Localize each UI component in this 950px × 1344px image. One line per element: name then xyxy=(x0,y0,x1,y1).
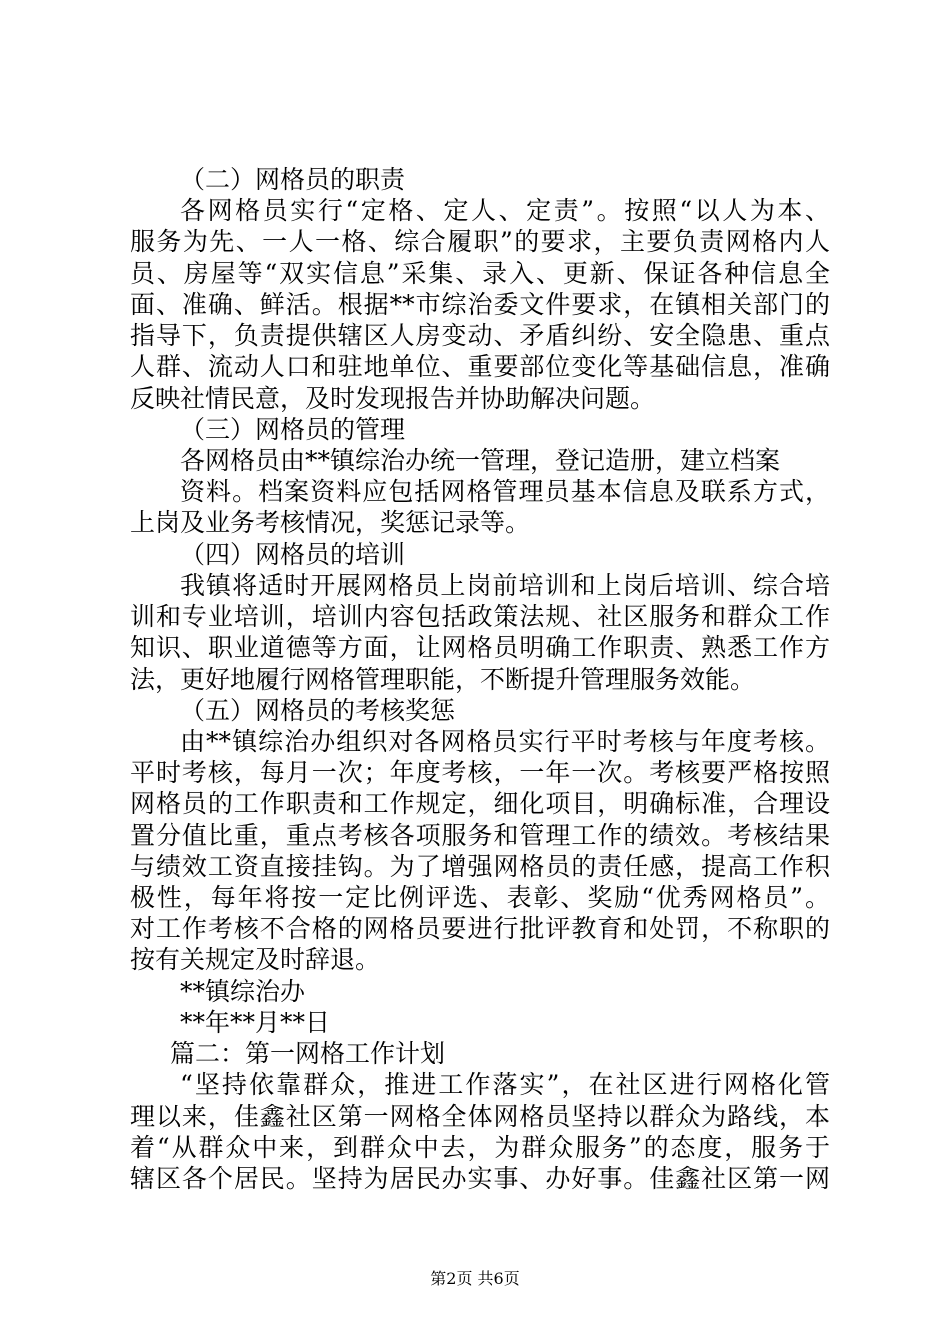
text-line: 面、准确、鲜活。根据**市综治委文件要求，在镇相关部门的 xyxy=(130,290,830,319)
text-line: 各网格员实行“定格、定人、定责”。按照“以人为本、 xyxy=(180,196,830,225)
text-line: 员、房屋等“双实信息”采集、录入、更新、保证各种信息全 xyxy=(130,259,830,288)
text-line: 由**镇综治办组织对各网格员实行平时考核与年度考核。 xyxy=(180,727,830,756)
page-footer: 第2页 共6页 xyxy=(430,1269,520,1288)
text-line: （二）网格员的职责 xyxy=(180,165,406,194)
text-line: 篇二：第一网格工作计划 xyxy=(170,1039,446,1068)
text-line: （四）网格员的培训 xyxy=(180,540,406,569)
text-line: 网格员的工作职责和工作规定，细化项目，明确标准，合理设 xyxy=(130,789,830,818)
text-line: 理以来，佳鑫社区第一网格全体网格员坚持以群众为路线，本 xyxy=(130,1102,830,1131)
text-line: 反映社情民意，及时发现报告并协助解决问题。 xyxy=(130,384,656,413)
text-line: （三）网格员的管理 xyxy=(180,415,406,444)
text-line: 按有关规定及时辞退。 xyxy=(130,945,381,974)
text-line: 与绩效工资直接挂钩。为了增强网格员的责任感，提高工作积 xyxy=(130,852,830,881)
text-line: 辖区各个居民。坚持为居民办实事、办好事。佳鑫社区第一网 xyxy=(130,1164,830,1193)
text-line: 对工作考核不合格的网格员要进行批评教育和处罚，不称职的 xyxy=(130,914,830,943)
text-line: （五）网格员的考核奖惩 xyxy=(180,696,456,725)
text-line: 服务为先、一人一格、综合履职”的要求，主要负责网格内人 xyxy=(130,227,830,256)
text-line: 指导下，负责提供辖区人房变动、矛盾纠纷、安全隐患、重点 xyxy=(130,321,830,350)
text-line: 上岗及业务考核情况，奖惩记录等。 xyxy=(130,508,531,537)
text-line: 我镇将适时开展网格员上岗前培训和上岗后培训、综合培 xyxy=(180,571,830,600)
text-line: 法，更好地履行网格管理职能，不断提升管理服务效能。 xyxy=(130,665,756,694)
text-line: **年**月**日 xyxy=(180,1008,331,1037)
text-line: “坚持依靠群众，推进工作落实”，在社区进行网格化管 xyxy=(180,1070,830,1099)
text-line: 人群、流动人口和驻地单位、重要部位变化等基础信息，准确 xyxy=(130,352,830,381)
text-line: 各网格员由**镇综治办统一管理，登记造册，建立档案 xyxy=(180,446,781,475)
text-line: 极性，每年将按一定比例评选、表彰、奖励“优秀网格员”。 xyxy=(130,883,830,912)
text-line: 训和专业培训，培训内容包括政策法规、社区服务和群众工作 xyxy=(130,602,830,631)
text-line: 资料。档案资料应包括网格管理员基本信息及联系方式， xyxy=(180,477,830,506)
text-line: 着“从群众中来，到群众中去，为群众服务”的态度，服务于 xyxy=(130,1133,830,1162)
text-line: 平时考核，每月一次；年度考核，一年一次。考核要严格按照 xyxy=(130,758,830,787)
text-line: 知识、职业道德等方面，让网格员明确工作职责、熟悉工作方 xyxy=(130,633,830,662)
text-line: 置分值比重，重点考核各项服务和管理工作的绩效。考核结果 xyxy=(130,821,830,850)
text-line: **镇综治办 xyxy=(180,977,306,1006)
